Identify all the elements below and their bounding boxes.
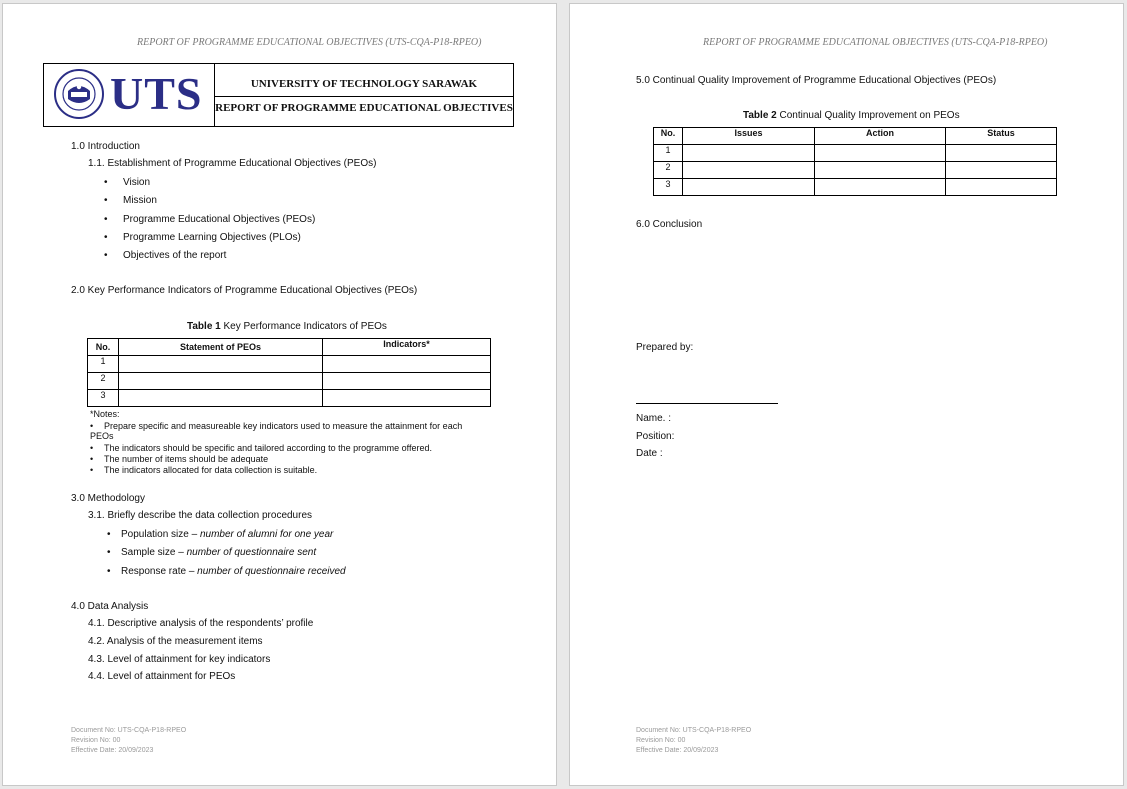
table-cell xyxy=(323,373,491,390)
item-label: Response rate – xyxy=(121,566,198,577)
section-2-heading: 2.0 Key Performance Indicators of Programme Educational Objectives (PEOs) xyxy=(71,285,418,296)
section-4-item: 4.4. Level of attainment for PEOs xyxy=(88,671,236,682)
report-title: REPORT OF PROGRAMME EDUCATIONAL OBJECTIVES xyxy=(215,102,513,114)
list-item xyxy=(121,566,346,577)
table-1 xyxy=(87,338,491,407)
table-cell xyxy=(119,390,323,407)
signature-line xyxy=(636,403,778,404)
page-footer xyxy=(71,726,186,756)
note-item: Prepare specific and measureable key indicators used to measure the attainment for each xyxy=(104,421,463,431)
table-row xyxy=(88,390,491,407)
note-item: The number of items should be adequate xyxy=(104,454,269,464)
table-row xyxy=(88,373,491,390)
bullet-icon: • xyxy=(90,465,94,475)
bullet-icon: • xyxy=(90,454,94,464)
table-row xyxy=(88,356,491,373)
note-item: The indicators should be specific and tailored according to the programme offered. xyxy=(104,443,433,453)
section-4-heading: 4.0 Data Analysis xyxy=(71,601,149,612)
table-cell xyxy=(323,356,491,373)
table-row xyxy=(654,162,1057,179)
column-header: No. xyxy=(654,128,683,145)
section-1-heading: 1.0 Introduction xyxy=(71,141,140,152)
bullet-icon: • xyxy=(104,232,108,243)
university-name: UNIVERSITY OF TECHNOLOGY SARAWAK xyxy=(250,78,478,90)
table-2-caption-text: Continual Quality Improvement on PEOs xyxy=(776,110,960,121)
bullet-icon: • xyxy=(104,195,108,206)
bullet-icon: • xyxy=(107,547,111,558)
bullet-icon: • xyxy=(104,214,108,225)
section-1-1-heading: 1.1. Establishment of Programme Educational Objectives (PEOs) xyxy=(88,158,377,169)
prepared-by-label: Prepared by: xyxy=(636,342,694,353)
note-item: The indicators allocated for data collection is suitable. xyxy=(104,465,318,475)
table-1-caption xyxy=(187,321,387,332)
page-footer xyxy=(636,726,751,756)
table-cell xyxy=(683,145,815,162)
table-header-row xyxy=(654,128,1057,145)
page-1 xyxy=(2,3,557,786)
bullet-icon: • xyxy=(104,250,108,261)
row-number: 2 xyxy=(88,373,119,390)
list-item: Vision xyxy=(123,177,151,188)
list-item: Programme Educational Objectives (PEOs) xyxy=(123,214,316,225)
footer-revision: Revision No: 00 xyxy=(636,737,686,744)
row-number: 3 xyxy=(88,390,119,407)
table-1-caption-label: Table 1 xyxy=(187,321,221,332)
table-cell xyxy=(815,179,946,196)
section-4-item: 4.1. Descriptive analysis of the respondents’ profile xyxy=(88,618,314,629)
position-label: Position: xyxy=(636,431,675,442)
table-cell xyxy=(119,356,323,373)
university-seal-icon xyxy=(54,69,104,119)
table-cell xyxy=(119,373,323,390)
list-item xyxy=(121,529,333,540)
table-header-row xyxy=(88,339,491,356)
section-3-heading: 3.0 Methodology xyxy=(71,493,145,504)
column-header: Issues xyxy=(683,128,815,145)
list-item xyxy=(121,547,316,558)
list-item: Programme Learning Objectives (PLOs) xyxy=(123,232,301,243)
page-header: REPORT OF PROGRAMME EDUCATIONAL OBJECTIVES (UTS-CQA-P18-RPEO) xyxy=(137,37,482,48)
logo xyxy=(44,64,215,126)
footer-revision: Revision No: 00 xyxy=(71,737,121,744)
item-label: Population size – xyxy=(121,529,200,540)
bullet-icon: • xyxy=(107,529,111,540)
page-header: REPORT OF PROGRAMME EDUCATIONAL OBJECTIVES (UTS-CQA-P18-RPEO) xyxy=(703,37,1048,48)
bullet-icon: • xyxy=(104,177,108,188)
row-number: 2 xyxy=(654,162,683,179)
table-cell xyxy=(683,179,815,196)
table-2 xyxy=(653,127,1057,196)
section-3-1-heading: 3.1. Briefly describe the data collection procedures xyxy=(88,510,313,521)
title-block xyxy=(43,63,514,127)
note-item-continued: PEOs xyxy=(90,431,114,441)
table-cell xyxy=(815,145,946,162)
table-cell xyxy=(323,390,491,407)
bullet-icon: • xyxy=(90,421,94,431)
bullet-icon: • xyxy=(90,443,94,453)
item-label: Sample size – xyxy=(121,547,187,558)
item-value: number of questionnaire sent xyxy=(186,547,317,558)
list-item: Mission xyxy=(123,195,157,206)
section-4-item: 4.2. Analysis of the measurement items xyxy=(88,636,263,647)
column-header: Action xyxy=(815,128,946,145)
footer-effective-date: Effective Date: 20/09/2023 xyxy=(636,747,719,754)
table-row xyxy=(654,179,1057,196)
table-cell xyxy=(683,162,815,179)
column-header: Statement of PEOs xyxy=(119,339,323,356)
table-cell xyxy=(946,162,1057,179)
logo-wordmark: UTS xyxy=(110,68,203,119)
footer-effective-date: Effective Date: 20/09/2023 xyxy=(71,747,154,754)
list-item: Objectives of the report xyxy=(123,250,227,261)
table-cell xyxy=(815,162,946,179)
date-label: Date : xyxy=(636,448,663,459)
row-number: 3 xyxy=(654,179,683,196)
section-6-heading: 6.0 Conclusion xyxy=(636,219,703,230)
section-5-heading: 5.0 Continual Quality Improvement of Programme Educational Objectives (PEOs) xyxy=(636,75,997,86)
column-header: No. xyxy=(88,339,119,356)
row-number: 1 xyxy=(654,145,683,162)
table-2-caption xyxy=(743,110,960,121)
footer-doc-no: Document No: UTS-CQA-P18-RPEO xyxy=(71,727,187,734)
table-1-caption-text: Key Performance Indicators of PEOs xyxy=(220,321,387,332)
table-cell xyxy=(946,145,1057,162)
notes-title: *Notes: xyxy=(90,409,120,419)
item-value: number of questionnaire received xyxy=(197,566,346,577)
bullet-icon: • xyxy=(107,566,111,577)
item-value: number of alumni for one year xyxy=(199,529,334,540)
section-4-item: 4.3. Level of attainment for key indicators xyxy=(88,654,271,665)
title-divider xyxy=(215,96,513,97)
page-2 xyxy=(569,3,1124,786)
row-number: 1 xyxy=(88,356,119,373)
column-header: Indicators* xyxy=(323,339,491,356)
table-row xyxy=(654,145,1057,162)
name-label: Name. : xyxy=(636,413,672,424)
column-header: Status xyxy=(946,128,1057,145)
table-2-caption-label: Table 2 xyxy=(743,110,777,121)
footer-doc-no: Document No: UTS-CQA-P18-RPEO xyxy=(636,727,752,734)
table-cell xyxy=(946,179,1057,196)
